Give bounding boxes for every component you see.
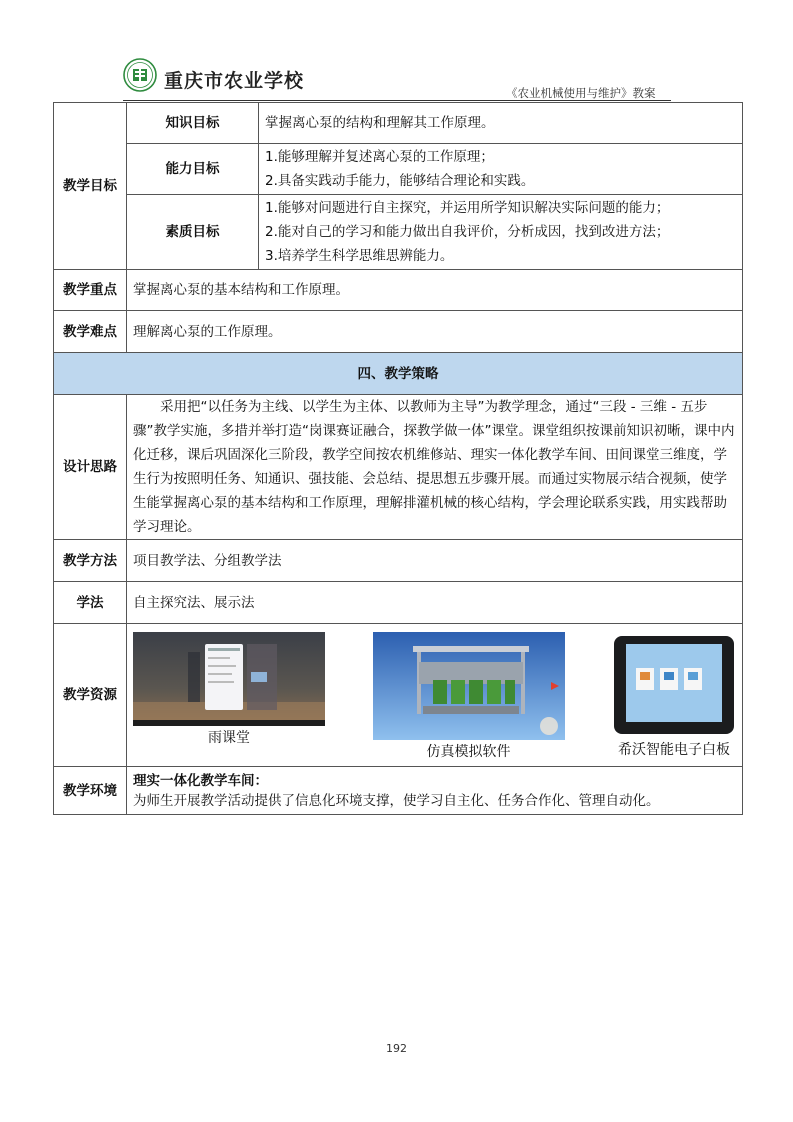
design-text: 采用把“以任务为主线、以学生为主体、以教师为主导”为教学理念，通过“三段 - 三维 - 五步骤”教学实施，多措并举打造“岗课赛证融合，探教学做一体”课堂。课堂组织按课前知识初晰，课中内化迁移，课后巩固深化三阶段，教学空间按农机维修站、理实一体化教学车间、田间课堂三维度，学生行为按照明任务、知通识、强技能、会总结、提思想五步骤开展。而通过实物展示结合视频，使学生能掌握离心泵的基本结构和工作原理，理解排灌机械的核心结构，学会理论联系实践，用实践帮助学习理论。 bbox=[127, 395, 743, 540]
resources-row bbox=[54, 624, 743, 767]
design-label: 设计思路 bbox=[54, 395, 127, 540]
resource-item bbox=[612, 632, 736, 762]
ability-text bbox=[259, 144, 743, 195]
lesson-plan-table bbox=[53, 102, 743, 815]
section-header-row bbox=[54, 353, 743, 395]
course-title: 《农业机械使用与维护》教案 bbox=[506, 86, 656, 100]
rain-classroom-screenshot-icon bbox=[133, 632, 325, 726]
resources-label: 教学资源 bbox=[54, 624, 127, 767]
environment-label: 教学环境 bbox=[54, 767, 127, 815]
key-point-row bbox=[54, 270, 743, 311]
key-point-label: 教学重点 bbox=[54, 270, 127, 311]
difficulty-label: 教学难点 bbox=[54, 311, 127, 353]
knowledge-label: 知识目标 bbox=[127, 103, 259, 144]
school-logo-icon bbox=[123, 58, 157, 92]
header-divider bbox=[123, 100, 671, 101]
key-point-text: 掌握离心泵的基本结构和工作原理。 bbox=[127, 270, 743, 311]
simulation-software-screenshot-icon bbox=[373, 632, 565, 740]
difficulty-row bbox=[54, 311, 743, 353]
resource-item bbox=[133, 632, 325, 762]
resource-caption: 雨课堂 bbox=[208, 730, 250, 746]
environment-cell bbox=[127, 767, 743, 815]
design-row bbox=[54, 395, 743, 540]
quality-label: 素质目标 bbox=[127, 195, 259, 270]
ability-label: 能力目标 bbox=[127, 144, 259, 195]
method-label: 教学方法 bbox=[54, 540, 127, 582]
ability-line: 1.能够理解并复述离心泵的工作原理； bbox=[265, 149, 494, 165]
learning-text: 自主探究法、展示法 bbox=[127, 582, 743, 624]
resource-gallery bbox=[133, 632, 736, 762]
section-title: 四、教学策略 bbox=[54, 353, 743, 395]
learning-label: 学法 bbox=[54, 582, 127, 624]
resource-caption: 希沃智能电子白板 bbox=[618, 742, 730, 758]
knowledge-text bbox=[259, 103, 743, 144]
method-row bbox=[54, 540, 743, 582]
resources-cell bbox=[127, 624, 743, 767]
resource-item bbox=[373, 632, 565, 762]
objectives-label: 教学目标 bbox=[54, 103, 127, 270]
school-name: 重庆市农业学校 bbox=[164, 70, 305, 92]
objective-knowledge-row bbox=[54, 103, 743, 144]
quality-line: 1.能够对问题进行自主探究，并运用所学知识解决实际问题的能力； bbox=[265, 200, 670, 216]
difficulty-text: 理解离心泵的工作原理。 bbox=[127, 311, 743, 353]
environment-row bbox=[54, 767, 743, 815]
page-header bbox=[0, 0, 793, 102]
learning-row bbox=[54, 582, 743, 624]
seewo-whiteboard-photo-icon bbox=[612, 632, 736, 738]
page-number: 192 bbox=[386, 1042, 407, 1055]
quality-text bbox=[259, 195, 743, 270]
ability-line: 2.具备实践动手能力，能够结合理论和实践。 bbox=[265, 173, 535, 189]
resource-caption: 仿真模拟软件 bbox=[426, 744, 511, 760]
quality-line: 3.培养学生科学思维思辨能力。 bbox=[265, 248, 454, 264]
environment-text: 为师生开展教学活动提供了信息化环境支撑，使学习自主化、任务合作化、管理自动化。 bbox=[133, 792, 660, 809]
knowledge-line: 掌握离心泵的结构和理解其工作原理。 bbox=[265, 115, 495, 131]
quality-line: 2.能对自己的学习和能力做出自我评价，分析成因，找到改进方法； bbox=[265, 224, 670, 240]
objective-quality-row bbox=[54, 195, 743, 270]
objective-ability-row bbox=[54, 144, 743, 195]
method-text: 项目教学法、分组教学法 bbox=[127, 540, 743, 582]
environment-title: 理实一体化教学车间： bbox=[133, 772, 268, 789]
